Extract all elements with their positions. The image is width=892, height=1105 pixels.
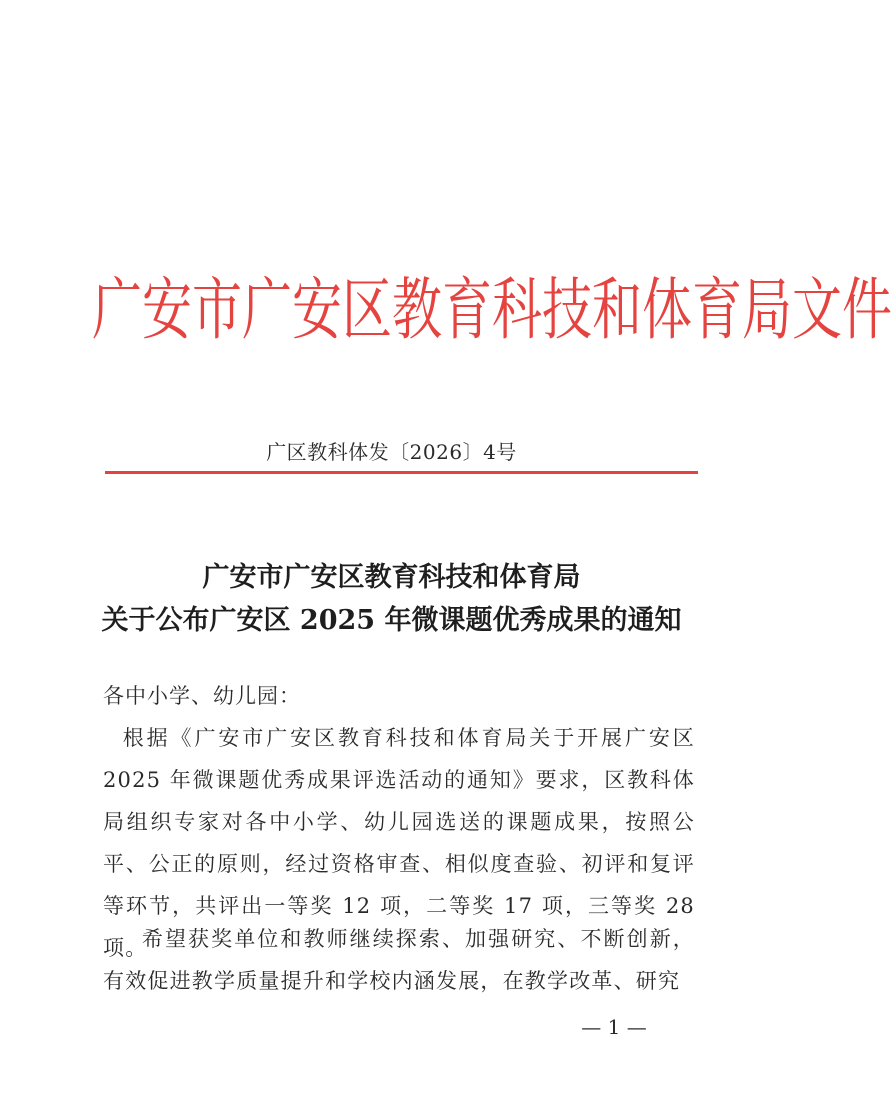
body-paragraph-2	[103, 918, 695, 1002]
red-divider-line	[105, 471, 698, 474]
document-number: 广区教科体发〔2026〕4号	[266, 440, 517, 464]
issuer-letterhead: 广安市广安区教育科技和体育局文件	[92, 270, 892, 350]
salutation: 各中小学、幼儿园：	[103, 684, 301, 708]
notice-title-line-1: 广安市广安区教育科技和体育局	[202, 562, 581, 593]
body-paragraph-2-text: 希望获奖单位和教师继续探索、加强研究、不断创新，有效促进教学质量提升和学校内涵发展，在教学改革、研究	[103, 927, 695, 993]
notice-title-line-2: 关于公布广安区 2025 年微课题优秀成果的通知	[101, 605, 682, 636]
page-number: — 1 —	[581, 1015, 647, 1039]
body-paragraph-1-text: 根据《广安市广安区教育科技和体育局关于开展广安区 2025 年微课题优秀成果评选活动的通知》要求，区教科体局组织专家对各中小学、幼儿园选送的课题成果，按照公平、公正的原则，经过资格审查、相似度查验、初评和复评等环节，共评出一等奖 12 项，二等奖 17 项，三等奖 28 项。	[103, 726, 695, 960]
